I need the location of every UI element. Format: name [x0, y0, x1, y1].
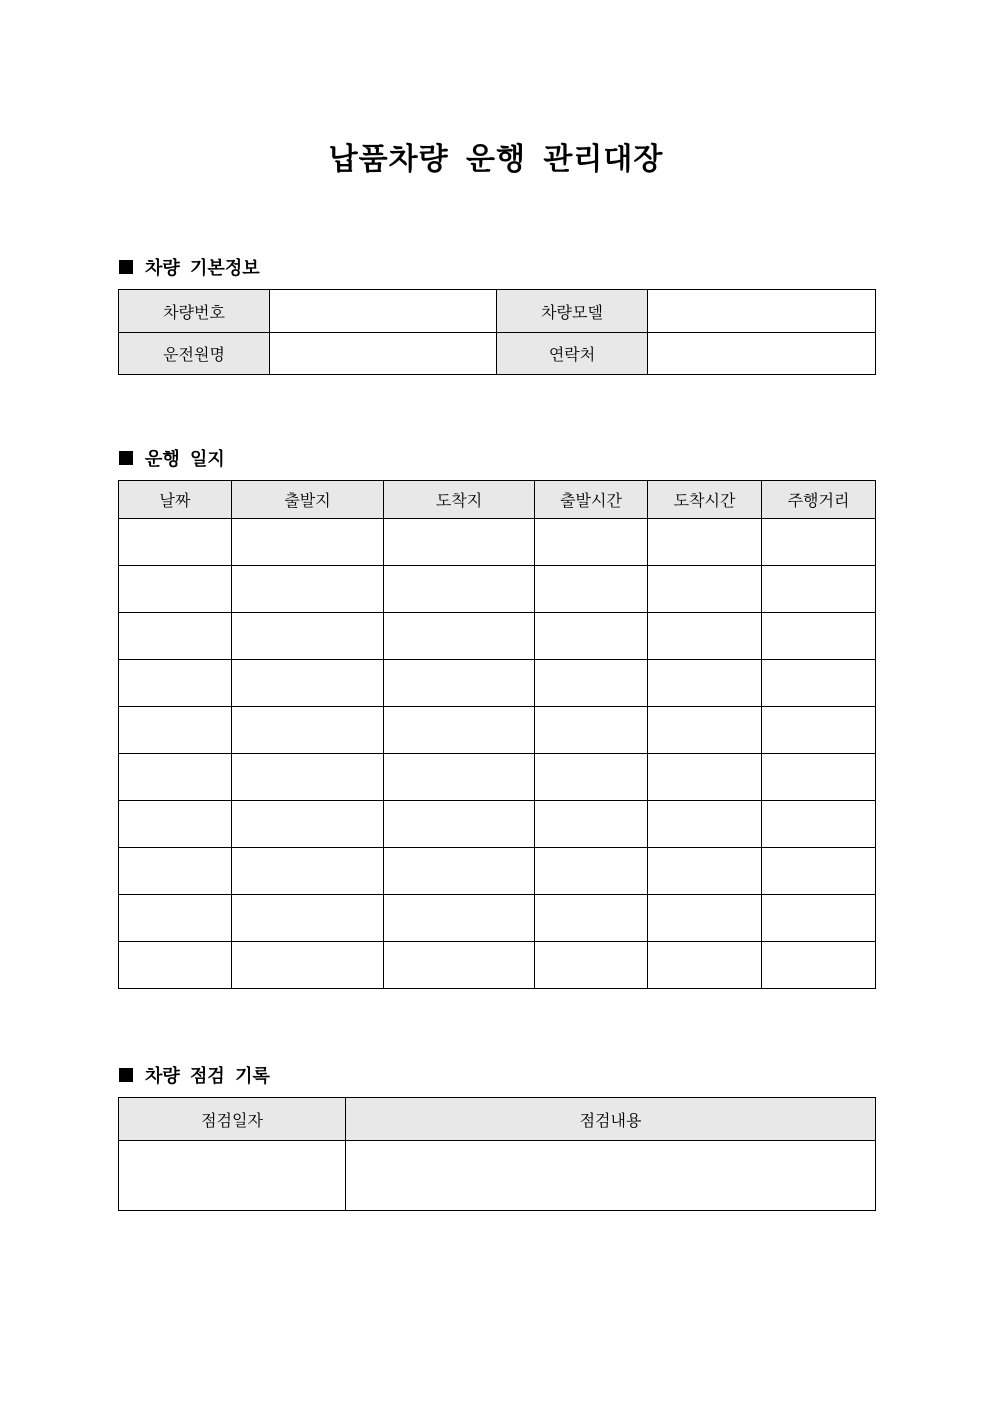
date-cell[interactable] — [119, 707, 232, 754]
departure-time-cell[interactable] — [535, 754, 648, 801]
destination-cell[interactable] — [384, 613, 535, 660]
destination-cell[interactable] — [384, 660, 535, 707]
arrival-time-cell[interactable] — [648, 519, 762, 566]
departure-time-cell[interactable] — [535, 848, 648, 895]
departure-time-cell[interactable] — [535, 707, 648, 754]
departure-time-cell[interactable] — [535, 801, 648, 848]
table-row — [119, 942, 876, 989]
arrival-time-cell[interactable] — [648, 942, 762, 989]
vehicle-number-label: 차량번호 — [119, 290, 270, 333]
arrival-time-cell[interactable] — [648, 895, 762, 942]
column-header-destination: 도착지 — [384, 481, 535, 519]
vehicle-model-field[interactable] — [648, 290, 876, 333]
mileage-cell[interactable] — [762, 660, 876, 707]
section-heading-driving-log — [119, 445, 225, 471]
section-heading-vehicle-info — [119, 254, 260, 280]
column-header-date: 날짜 — [119, 481, 232, 519]
destination-cell[interactable] — [384, 566, 535, 613]
table-row — [119, 660, 876, 707]
column-header-inspection-date: 점검일자 — [119, 1098, 346, 1141]
date-cell[interactable] — [119, 754, 232, 801]
arrival-time-cell[interactable] — [648, 707, 762, 754]
departure-time-cell[interactable] — [535, 519, 648, 566]
column-header-mileage: 주행거리 — [762, 481, 876, 519]
black-square-icon — [119, 1068, 133, 1082]
departure-cell[interactable] — [232, 942, 384, 989]
table-row — [119, 895, 876, 942]
table-row — [119, 519, 876, 566]
departure-cell[interactable] — [232, 895, 384, 942]
destination-cell[interactable] — [384, 754, 535, 801]
arrival-time-cell[interactable] — [648, 660, 762, 707]
column-header-arrival-time: 도착시간 — [648, 481, 762, 519]
inspection-date-cell[interactable] — [119, 1141, 346, 1211]
inspection-table — [118, 1097, 876, 1211]
arrival-time-cell[interactable] — [648, 848, 762, 895]
section-heading-text: 운행 일지 — [145, 449, 225, 470]
document-title: 납품차량 운행 관리대장 — [328, 142, 664, 177]
departure-time-cell[interactable] — [535, 942, 648, 989]
arrival-time-cell[interactable] — [648, 754, 762, 801]
destination-cell[interactable] — [384, 848, 535, 895]
date-cell[interactable] — [119, 848, 232, 895]
date-cell[interactable] — [119, 801, 232, 848]
departure-cell[interactable] — [232, 613, 384, 660]
mileage-cell[interactable] — [762, 519, 876, 566]
section-heading-text: 차량 기본정보 — [145, 258, 260, 279]
departure-time-cell[interactable] — [535, 566, 648, 613]
destination-cell[interactable] — [384, 942, 535, 989]
vehicle-model-label: 차량모델 — [497, 290, 648, 333]
departure-cell[interactable] — [232, 848, 384, 895]
vehicle-info-table — [118, 289, 876, 375]
table-row — [119, 566, 876, 613]
mileage-cell[interactable] — [762, 754, 876, 801]
driving-log-table — [118, 480, 876, 989]
destination-cell[interactable] — [384, 519, 535, 566]
table-row — [119, 848, 876, 895]
table-row — [119, 754, 876, 801]
destination-cell[interactable] — [384, 895, 535, 942]
driving-log-body — [119, 519, 876, 989]
contact-label: 연락처 — [497, 333, 648, 375]
column-header-departure-time: 출발시간 — [535, 481, 648, 519]
departure-cell[interactable] — [232, 660, 384, 707]
driver-name-field[interactable] — [270, 333, 497, 375]
date-cell[interactable] — [119, 566, 232, 613]
mileage-cell[interactable] — [762, 848, 876, 895]
destination-cell[interactable] — [384, 707, 535, 754]
arrival-time-cell[interactable] — [648, 566, 762, 613]
column-header-departure: 출발지 — [232, 481, 384, 519]
departure-time-cell[interactable] — [535, 613, 648, 660]
departure-time-cell[interactable] — [535, 660, 648, 707]
driver-name-label: 운전원명 — [119, 333, 270, 375]
table-row — [119, 801, 876, 848]
mileage-cell[interactable] — [762, 613, 876, 660]
table-row — [119, 707, 876, 754]
mileage-cell[interactable] — [762, 566, 876, 613]
departure-cell[interactable] — [232, 707, 384, 754]
departure-cell[interactable] — [232, 519, 384, 566]
date-cell[interactable] — [119, 519, 232, 566]
destination-cell[interactable] — [384, 801, 535, 848]
mileage-cell[interactable] — [762, 707, 876, 754]
mileage-cell[interactable] — [762, 895, 876, 942]
contact-field[interactable] — [648, 333, 876, 375]
arrival-time-cell[interactable] — [648, 613, 762, 660]
departure-cell[interactable] — [232, 801, 384, 848]
vehicle-number-field[interactable] — [270, 290, 497, 333]
mileage-cell[interactable] — [762, 801, 876, 848]
inspection-content-cell[interactable] — [346, 1141, 876, 1211]
date-cell[interactable] — [119, 895, 232, 942]
black-square-icon — [119, 260, 133, 274]
date-cell[interactable] — [119, 660, 232, 707]
black-square-icon — [119, 451, 133, 465]
table-row — [119, 613, 876, 660]
departure-cell[interactable] — [232, 754, 384, 801]
departure-cell[interactable] — [232, 566, 384, 613]
section-heading-inspection — [119, 1062, 270, 1088]
section-heading-text: 차량 점검 기록 — [145, 1066, 270, 1087]
mileage-cell[interactable] — [762, 942, 876, 989]
arrival-time-cell[interactable] — [648, 801, 762, 848]
departure-time-cell[interactable] — [535, 895, 648, 942]
date-cell[interactable] — [119, 613, 232, 660]
date-cell[interactable] — [119, 942, 232, 989]
column-header-inspection-content: 점검내용 — [346, 1098, 876, 1141]
